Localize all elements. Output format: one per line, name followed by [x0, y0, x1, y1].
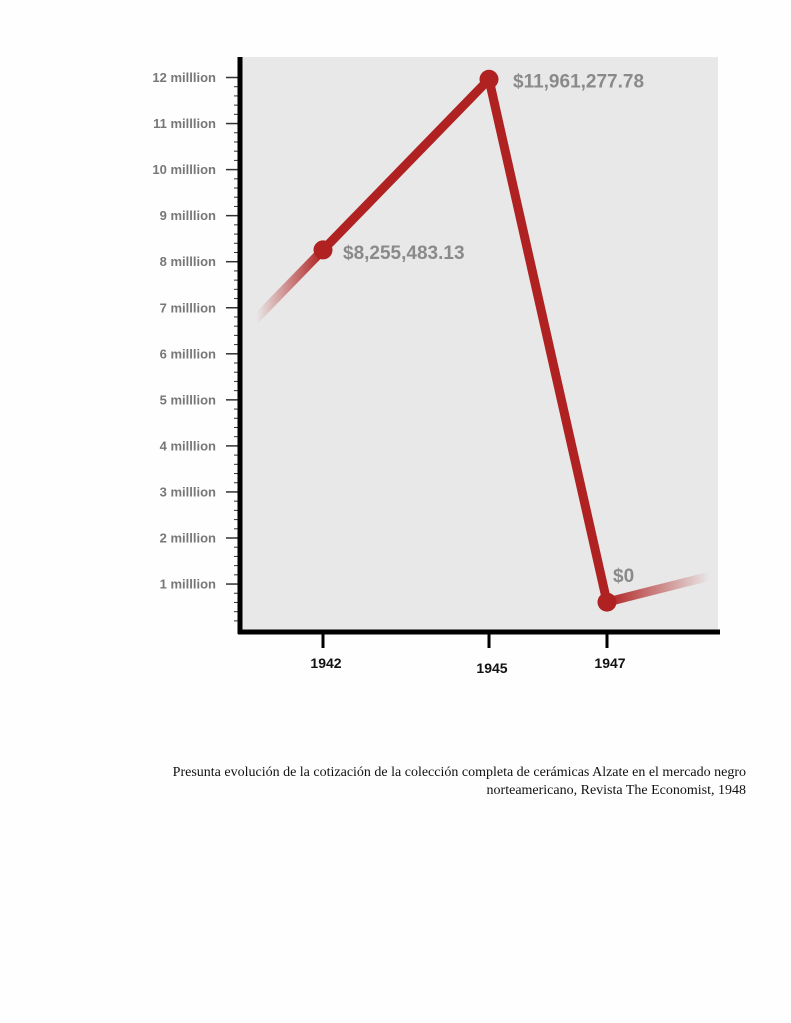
data-label: $11,961,277.78	[513, 71, 645, 93]
y-tick-label: 11 milllion	[153, 116, 216, 132]
data-point	[480, 70, 499, 89]
data-label: $0	[613, 566, 635, 588]
y-tick-label: 7 milllion	[159, 300, 216, 316]
data-point	[598, 593, 617, 612]
y-tick-label: 4 milllion	[159, 438, 216, 454]
caption-line-1: Presunta evolución de la cotización de la colección completa de cerámicas Alzate en el mercado negro	[172, 765, 746, 780]
y-tick-label: 1 milllion	[159, 576, 216, 592]
x-ticks	[310, 632, 625, 676]
y-major-ticks	[152, 70, 240, 592]
y-tick-label: 9 milllion	[159, 208, 216, 224]
y-tick-label: 3 milllion	[159, 484, 216, 500]
y-tick-label: 12 milllion	[152, 70, 216, 85]
x-tick-label: 1942	[310, 655, 342, 671]
x-tick-label: 1945	[476, 660, 508, 676]
plot-background	[240, 57, 718, 632]
y-tick-label: 8 milllion	[159, 254, 216, 270]
y-tick-label: 10 milllion	[152, 162, 216, 178]
y-tick-label: 5 milllion	[159, 392, 216, 408]
data-point	[314, 240, 333, 259]
y-tick-label: 2 milllion	[159, 530, 216, 546]
data-label: $8,255,483.13	[343, 242, 465, 264]
figure-caption	[110, 764, 746, 800]
x-tick-label: 1947	[594, 655, 626, 671]
y-tick-label: 6 milllion	[159, 346, 216, 362]
caption-line-2: norteamericano, Revista The Economist, 1948	[486, 783, 746, 798]
